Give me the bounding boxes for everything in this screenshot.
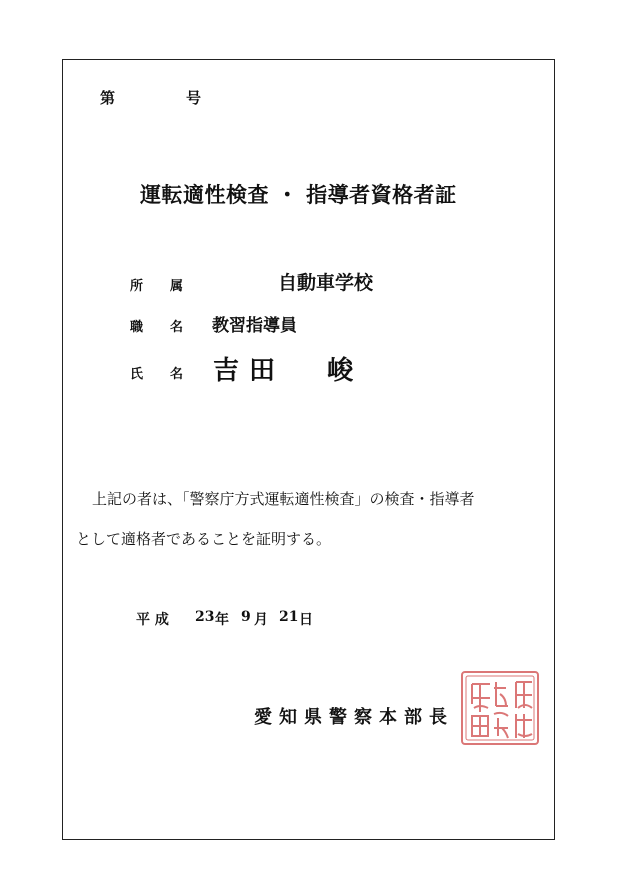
date-era: 平 成 — [136, 612, 169, 628]
date-day-unit: 日 — [299, 612, 313, 628]
job-value: 教習指導員 — [212, 316, 297, 336]
given-name-value: 峻 — [327, 356, 354, 386]
date-day: 21 — [279, 609, 299, 625]
issuer-name: 愛知県警察本部長 — [254, 707, 454, 728]
official-seal-icon — [458, 668, 542, 748]
affiliation-value: 自動車学校 — [278, 272, 374, 294]
job-label-2: 名 — [170, 320, 184, 335]
name-label-2: 名 — [170, 367, 184, 382]
date-month-unit: 月 — [254, 612, 268, 628]
certificate-title: 運転適性検査 ・ 指導者資格者証 — [140, 182, 457, 207]
affiliation-label-2: 属 — [170, 279, 184, 294]
date-month: 9 — [241, 609, 251, 625]
body-line-2: として適格者であることを証明する。 — [76, 530, 332, 548]
affiliation-label-1: 所 — [130, 279, 144, 294]
surname-value: 吉田 — [213, 356, 286, 386]
name-label-1: 氏 — [130, 367, 144, 382]
body-line-1: 上記の者は、「警察庁方式運転適性検査」の検査・指導者 — [92, 490, 475, 508]
number-suffix: 号 — [186, 89, 202, 107]
date-year: 23 — [195, 609, 215, 625]
number-prefix: 第 — [100, 89, 116, 107]
date-year-unit: 年 — [215, 612, 229, 628]
job-label-1: 職 — [130, 320, 144, 335]
